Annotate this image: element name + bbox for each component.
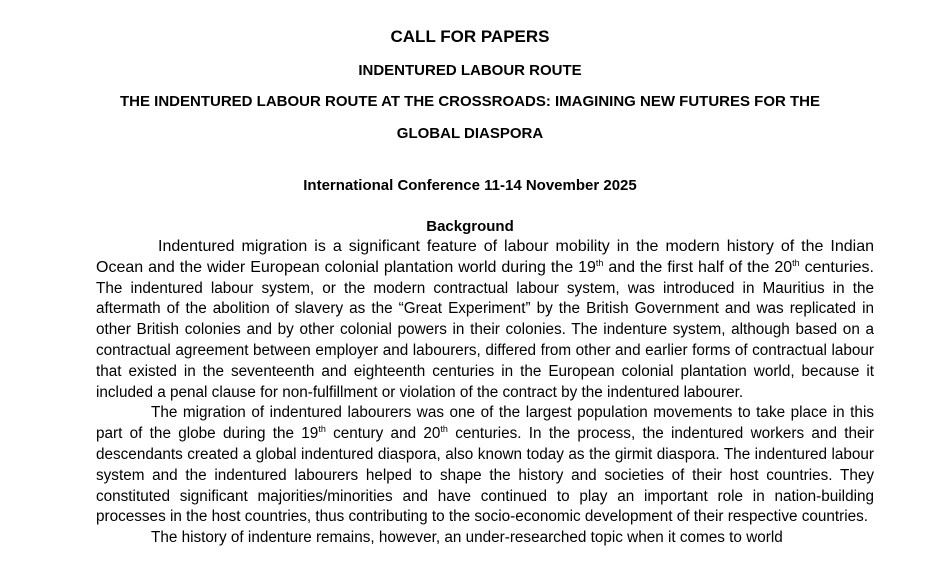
call-for-papers-heading: CALL FOR PAPERS [390, 27, 550, 46]
paragraph-2: The migration of indentured labourers was one of the largest population movements to take place in this part of the globe during the 19th century and 20th centuries. In the process, the indentured workers and their descendants created a global indentured diaspora, also known today as the girmit diaspora. The indentured labour system and the indentured labourers helped to shape the history and societies of their host countries. They constituted significant majorities/minorities and have continued to play an important role in nation-building processes in the host countries, thus contributing to the socio-economic development of their respective countries. [96, 404, 874, 526]
paragraph-3: The history of indenture remains, however, an under-researched topic when it comes to world [151, 529, 783, 547]
route-heading: INDENTURED LABOUR ROUTE [358, 62, 582, 79]
theme-heading-line-2: GLOBAL DIASPORA [396, 125, 544, 142]
theme-heading-line-1: THE INDENTURED LABOUR ROUTE AT THE CROSSROADS: IMAGINING NEW FUTURES FOR THE [120, 93, 820, 110]
conference-heading: International Conference 11-14 November 2025 [303, 177, 637, 194]
background-heading: Background [426, 218, 514, 235]
body-text [96, 237, 874, 549]
paragraph-1: Indentured migration is a significant feature of labour mobility in the modern history of the Indian Ocean and the wider European colonial plantation world during the 19th and the first half of the 20th centuries. The indentured labour system, or the modern contractual labour system, was introduced in Mauritius in the aftermath of the abolition of slavery as the “Great Experiment” by the British Government and was replicated in other British colonies and by other colonial powers in their colonies. The indenture system, although based on a contractual agreement between employer and labourers, differed from other and earlier forms of contractual labour that existed in the seventeenth and eighteenth centuries in the European colonial plantation world, because it included a penal clause for non-fulfillment or violation of the contract by the indentured labourer. [96, 238, 875, 401]
